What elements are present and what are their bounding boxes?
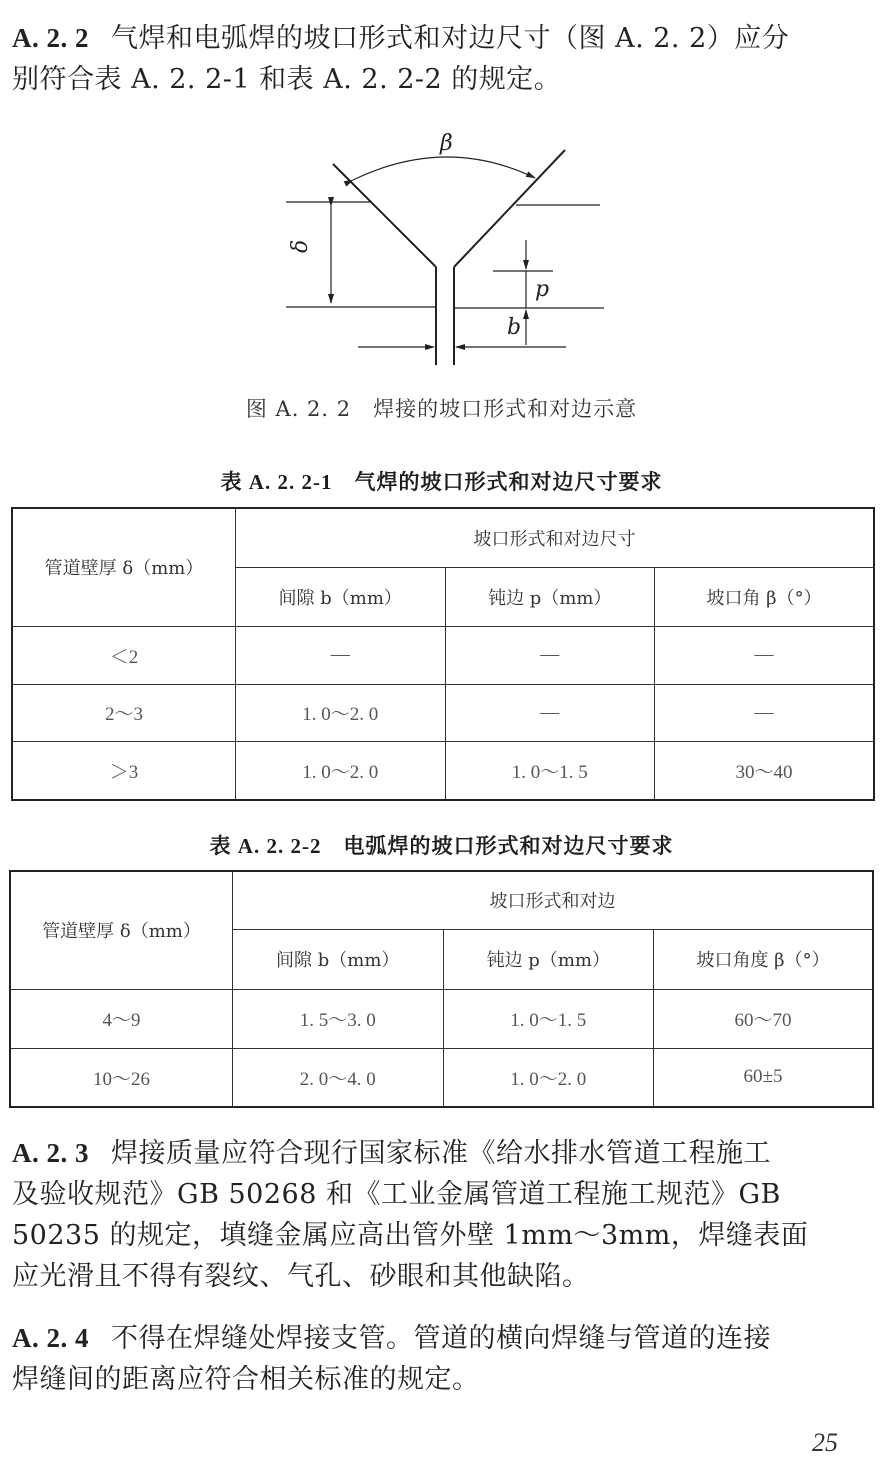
section-a23-paragraph	[12, 1133, 874, 1297]
section-text: 焊接质量应符合现行国家标准《给水排水管道工程施工	[111, 1138, 771, 1169]
table1-header-angle: 坡口角 β（°）	[655, 567, 874, 626]
cell-blunt: —	[445, 626, 655, 684]
section-number: A. 2. 3	[12, 1138, 89, 1168]
table-row	[12, 684, 874, 741]
table1-title-text: 气焊的坡口形式和对边尺寸要求	[354, 469, 663, 494]
section-a23-line3: 50235 的规定，填缝金属应高出管外壁 1mm～3mm，焊缝表面	[12, 1220, 809, 1251]
delta-label: δ	[288, 239, 313, 253]
table2-title	[0, 830, 883, 860]
cell-gap: 2. 0～4. 0	[232, 1048, 443, 1107]
cell-thickness: ＜2	[12, 626, 235, 684]
section-a24-line1	[12, 1318, 874, 1359]
section-a22-line1	[12, 18, 874, 59]
cell-blunt: 1. 0～2. 0	[443, 1048, 654, 1107]
cell-thickness: ＞3	[12, 741, 235, 800]
table1-group-header: 坡口形式和对边尺寸	[235, 508, 874, 567]
cell-gap: —	[235, 626, 445, 684]
table1-header-thickness: 管道壁厚 δ（mm）	[12, 508, 235, 626]
cell-angle: 60～70	[654, 989, 873, 1048]
table2-title-text: 电弧焊的坡口形式和对边尺寸要求	[343, 833, 674, 858]
cell-gap: 1. 5～3. 0	[232, 989, 443, 1048]
table-row	[10, 1048, 873, 1107]
section-text: 不得在焊缝处焊接支管。管道的横向焊缝与管道的连接	[111, 1323, 771, 1354]
page-number: 25	[812, 1428, 838, 1457]
section-a23-line4: 应光滑且不得有裂纹、气孔、砂眼和其他缺陷。	[12, 1261, 590, 1292]
section-a24-paragraph	[12, 1318, 874, 1400]
cell-angle: 30～40	[655, 741, 874, 800]
cell-thickness: 2～3	[12, 684, 235, 741]
table1-title	[0, 466, 883, 496]
table1-header-blunt: 钝边 p（mm）	[445, 567, 655, 626]
weld-groove-diagram	[270, 110, 630, 380]
table2-number: 表 A. 2. 2-2	[209, 834, 322, 858]
cell-angle: —	[655, 684, 874, 741]
section-text: 气焊和电弧焊的坡口形式和对边尺寸（图 A. 2. 2）应分	[111, 23, 790, 54]
cell-blunt: 1. 0～1. 5	[445, 741, 655, 800]
cell-thickness: 4～9	[10, 989, 232, 1048]
cell-thickness: 10～26	[10, 1048, 232, 1107]
cell-angle: 60±5	[654, 1048, 873, 1107]
table2-header-angle: 坡口角度 β（°）	[654, 929, 873, 989]
p-label: p	[535, 277, 550, 302]
table-row	[12, 626, 874, 684]
cell-blunt: —	[445, 684, 655, 741]
cell-blunt: 1. 0～1. 5	[443, 989, 654, 1048]
section-a23-line1	[12, 1133, 874, 1174]
cell-gap: 1. 0～2. 0	[235, 684, 445, 741]
section-a22-line2: 别符合表 A. 2. 2-1 和表 A. 2. 2-2 的规定。	[12, 64, 562, 95]
table2	[9, 870, 874, 1108]
section-a24-line2: 焊缝间的距离应符合相关标准的规定。	[12, 1364, 480, 1395]
table1	[11, 507, 875, 801]
table1-header-gap: 间隙 b（mm）	[235, 567, 445, 626]
table2-header-gap: 间隙 b（mm）	[232, 929, 443, 989]
b-label: b	[507, 315, 522, 340]
section-a22-paragraph	[12, 18, 874, 100]
section-a23-line2: 及验收规范》GB 50268 和《工业金属管道工程施工规范》GB	[12, 1179, 781, 1210]
table-row	[12, 741, 874, 800]
table2-group-header: 坡口形式和对边	[232, 871, 873, 929]
table-row	[10, 989, 873, 1048]
cell-angle: —	[655, 626, 874, 684]
table2-header-blunt: 钝边 p（mm）	[443, 929, 654, 989]
table1-number: 表 A. 2. 2-1	[220, 470, 333, 494]
beta-label: β	[440, 131, 453, 156]
figure-caption: 图 A. 2. 2 焊接的坡口形式和对边示意	[245, 397, 638, 421]
table2-header-thickness: 管道壁厚 δ（mm）	[10, 871, 232, 989]
section-number: A. 2. 2	[12, 23, 89, 53]
cell-gap: 1. 0～2. 0	[235, 741, 445, 800]
section-number: A. 2. 4	[12, 1323, 89, 1353]
